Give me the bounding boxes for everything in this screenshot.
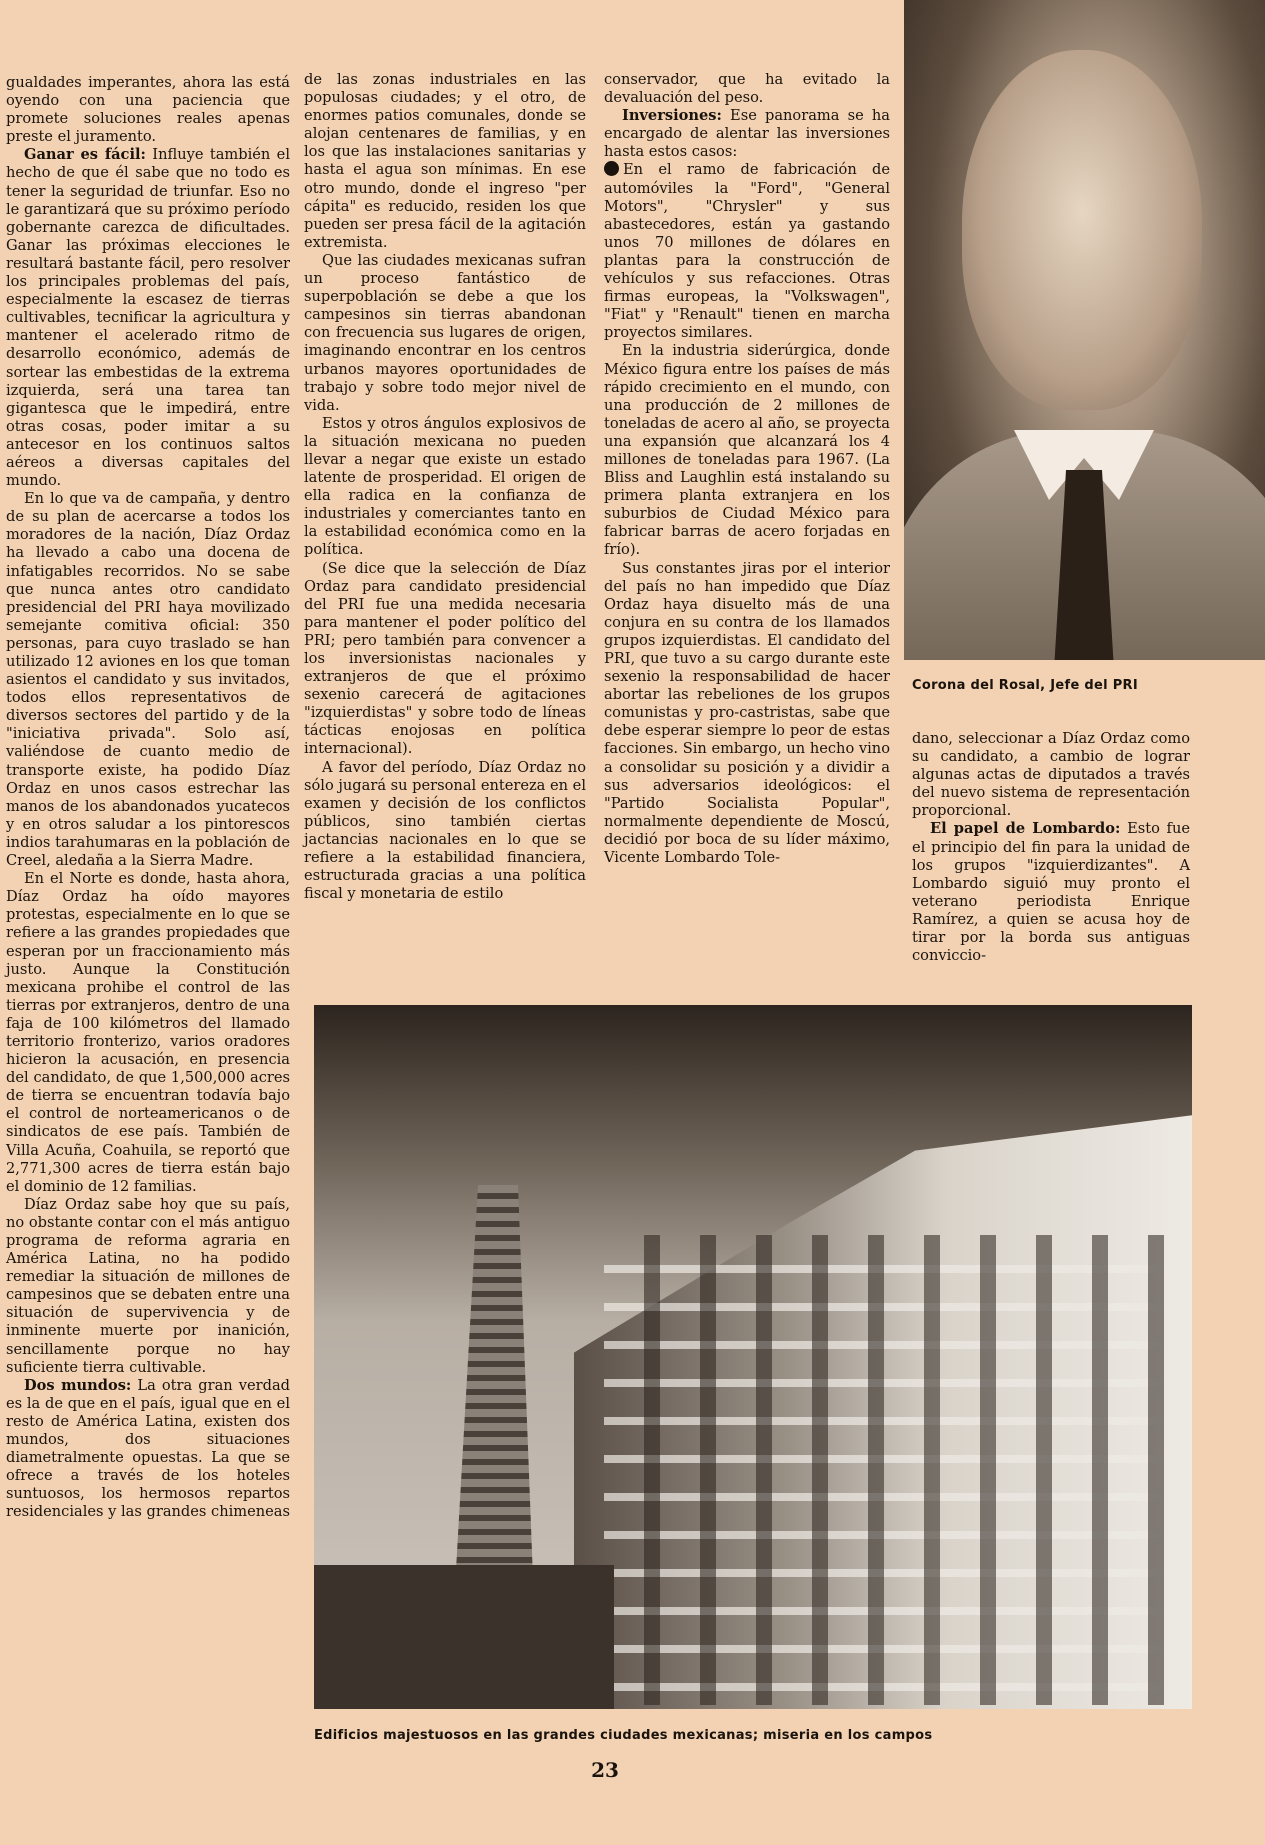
- bullet-icon: [604, 161, 619, 176]
- portrait-caption: Corona del Rosal, Jefe del PRI: [912, 678, 1138, 693]
- article-column-2: [304, 71, 586, 903]
- paragraph: Estos y otros ángulos explosivos de la situación mexicana no pueden llevar a negar que existe un estado latente de prosperidad. El origen de ella radica en la confianza de industriales y comerciantes tanto en la estabilidad económica como en la política.: [304, 414, 586, 559]
- paragraph: En lo que va de campaña, y dentro de su plan de acercarse a todos los moradores de la nación, Díaz Ordaz ha llevado a cabo una docena de infatigables recorridos. No se sabe que nunca antes otro candidato presidencial del PRI haya movilizado semejante comitiva oficial: 350 personas, para cuyo traslado se han utilizado 12 aviones en los que toman asientos el candidato y sus invitados, todos ellos representativos de diversos sectores del partido y de la "iniciativa privada". Solo así, valiéndose de cuanto medio de transporte existe, ha podido Díaz Ordaz en unos casos estrechar las manos de los abandonados yucatecos y en otros saludar a los pintorescos indios tarahumaras en la población de Creel, aledaña a la Sierra Madre.: [6, 490, 290, 870]
- paragraph: En el Norte es donde, hasta ahora, Díaz Ordaz ha oído mayores protestas, especialmente en lo que se refiere a las grandes propiedades que esperan por un fraccionamiento más justo. Aunque la Constitución mexicana prohibe el control de las tierras por extranjeros, dentro de una faja de 100 kilómetros del llamado territorio fronterizo, varios oradores hicieron la acusación, en presencia del candidato, de que 1,500,000 acres de tierra se encuentran todavía bajo el control de norteamericanos o de sindicatos de ese país. También de Villa Acuña, Coahuila, se reportó que 2,771,300 acres de tierra están bajo el dominio de 12 familias.: [6, 870, 290, 1195]
- paragraph: gualdades imperantes, ahora las está oyendo con una paciencia que promete soluciones reales apenas preste el juramento.: [6, 74, 290, 146]
- building-photo: [314, 1005, 1192, 1709]
- paragraph: conservador, que ha evitado la devaluación del peso.: [604, 71, 890, 107]
- paragraph: Inversiones: Ese panorama se ha encargado de alentar las inversiones hasta estos casos:: [604, 107, 890, 161]
- paragraph: Ganar es fácil: Influye también el hecho de que él sabe que no todo es tener la seguridad de triunfar. Eso no le garantizará que su próximo período gobernante carezca de dificultades. Ganar las próximas elecciones le resultará bastante fácil, pero resolver los principales problemas del país, especialmente la escasez de tierras cultivables, tecnificar la agricultura y mantener el acelerado ritmo de desarrollo económico, además de sortear las embestidas de la extrema izquierda, será una tarea tan gigantesca que le impedirá, entre otras cosas, poder imitar a su antecesor en los continuos saltos aéreos a diversas capitales del mundo.: [6, 146, 290, 490]
- paragraph: En la industria siderúrgica, donde México figura entre los países de más rápido crecimiento en el mundo, con una producción de 2 millones de toneladas de acero al año, se proyecta una expansión que alcanzará los 4 millones de toneladas para 1967. (La Bliss and Laughlin está instalando su primera planta extranjera en los suburbios de Ciudad México para fabricar barras de acero forjadas en frío).: [604, 342, 890, 559]
- article-column-4: [912, 730, 1190, 965]
- paragraph: En el ramo de fabricación de automóviles la "Ford", "General Motors", "Chrysler" y sus abastecedores, están ya gastando unos 70 millones de dólares en plantas para la construcción de vehículos y sus refacciones. Otras firmas europeas, la "Volkswagen", "Fiat" y "Renault" tienen en marcha proyectos similares.: [604, 161, 890, 342]
- subheading: Ganar es fácil:: [24, 146, 146, 164]
- paragraph: A favor del período, Díaz Ordaz no sólo jugará su personal entereza en el examen y decisión de los conflictos públicos, sino también ciertas jactancias nacionales en lo que se refiere a la estabilidad financiera, estructurada gracias a una política fiscal y monetaria de estilo: [304, 758, 586, 903]
- paragraph: El papel de Lombardo: Esto fue el principio del fin para la unidad de los grupos "izquierdizantes". A Lombardo siguió muy pronto el veterano periodista Enrique Ramírez, a quien se acusa hoy de tirar por la borda sus antiguas conviccio-: [912, 820, 1190, 965]
- paragraph: (Se dice que la selección de Díaz Ordaz para candidato presidencial del PRI fue una medida necesaria para mantener el poder político del PRI; pero también para convencer a los inversionistas nacionales y extranjeros de que el próximo sexenio carecerá de agitaciones "izquierdistas" y sobre todo de líneas tácticas enojosas en política internacional).: [304, 559, 586, 758]
- paragraph: dano, seleccionar a Díaz Ordaz como su candidato, a cambio de lograr algunas actas de diputados a través del nuevo sistema de representación proporcional.: [912, 730, 1190, 820]
- subheading: Inversiones:: [622, 107, 722, 125]
- paragraph: Díaz Ordaz sabe hoy que su país, no obstante contar con el más antiguo programa de reforma agraria en América Latina, no ha podido remediar la situación de millones de campesinos que se debaten entre una situación de supervivencia y de inminente muerte por inanición, sencillamente porque no hay suficiente tierra cultivable.: [6, 1195, 290, 1376]
- article-column-3: [604, 71, 890, 867]
- portrait-photo: [904, 0, 1265, 660]
- paragraph: Dos mundos: La otra gran verdad es la de que en el país, igual que en el resto de América Latina, existen dos mundos, dos situaciones diametralmente opuestas. La que se ofrece a través de los hoteles suntuosos, los hermosos repartos residenciales y las grandes chimeneas: [6, 1376, 291, 1521]
- paragraph: de las zonas industriales en las populosas ciudades; y el otro, de enormes patios comunales, donde se alojan centenares de familias, y en los que las instalaciones sanitarias y hasta el agua son mínimas. En ese otro mundo, donde el ingreso "per cápita" es reducido, residen los que pueden ser presa fácil de la agitación extremista.: [304, 71, 586, 251]
- building-caption: Edificios majestuosos en las grandes ciudades mexicanas; miseria en los campos: [314, 1728, 933, 1743]
- paragraph: Sus constantes jiras por el interior del país no han impedido que Díaz Ordaz haya disuelto más de una conjura en su contra de los llamados grupos izquierdistas. El candidato del PRI, que tuvo a su cargo durante este sexenio la responsabilidad de hacer abortar las rebeliones de los grupos comunistas y pro-castristas, sabe que debe esperar siempre lo peor de estas facciones. Sin embargo, un hecho vino a consolidar su posición y a dividir a sus adversarios ideológicos: el "Partido Socialista Popular", normalmente dependiente de Moscú, decidió por boca de su líder máximo, Vicente Lombardo Tole-: [604, 559, 890, 867]
- paragraph: Que las ciudades mexicanas sufran un proceso fantástico de superpoblación se debe a que los campesinos sin tierras abandonan con frecuencia sus lugares de origen, imaginando encontrar en los centros urbanos mayores oportunidades de trabajo y sobre todo mejor nivel de vida.: [304, 251, 586, 414]
- article-column-1: [6, 74, 290, 1522]
- subheading: Dos mundos:: [24, 1376, 132, 1394]
- page-number: 23: [591, 1758, 619, 1782]
- subheading: El papel de Lombardo:: [930, 820, 1121, 838]
